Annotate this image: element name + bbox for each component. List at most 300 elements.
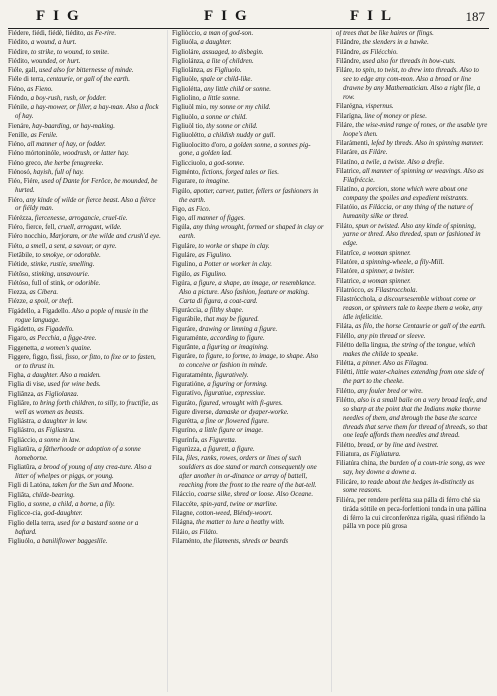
dictionary-entry bbox=[336, 369, 489, 387]
definition: a fâtherhoode or adoption of a sonne homeborne. bbox=[15, 446, 141, 462]
dictionary-entry bbox=[8, 492, 161, 501]
definition: any thing wrought, formed or shaped in clay or earth. bbox=[179, 224, 324, 241]
headword: Filatrice, bbox=[336, 277, 361, 285]
definition: a smell, a sent, a savour, or ayre. bbox=[25, 242, 117, 250]
headword: Filétto, bbox=[336, 396, 356, 404]
column-1 bbox=[8, 30, 161, 692]
definition: figuratively. bbox=[215, 371, 249, 379]
dictionary-entry bbox=[8, 58, 161, 67]
dictionary-entry bbox=[172, 427, 325, 436]
headword: Fiéro, fierce, fell, bbox=[8, 224, 57, 232]
dictionary-entry bbox=[8, 482, 161, 491]
definition: stinke, rustie, smelling. bbox=[30, 261, 95, 269]
dictionary-entry bbox=[8, 95, 161, 104]
headword: Filatóio, bbox=[336, 204, 360, 212]
headword: Figliòccio, bbox=[172, 30, 202, 37]
headword: Figurare, bbox=[172, 178, 198, 186]
definition: files, ranks, rowes, orders or lines of such souldiers as doe stand or march consequently one after another in or-dinance or array of battell, reaching from the front to the reare of the bat-tell. bbox=[179, 455, 317, 490]
dictionary-entry bbox=[336, 223, 489, 250]
running-header bbox=[8, 6, 489, 29]
page-number: 187 bbox=[465, 9, 485, 24]
definition: a sonne, a child, a borne, a fily. bbox=[27, 501, 116, 509]
definition: a figure, a shape, an image, or resemblance. Also a picture. Also fashion, feature or making. Carta di figura, a coat-card. bbox=[179, 279, 316, 305]
dictionary-entry bbox=[172, 390, 325, 399]
definition: apotter, carver, putter, fellers or fashioners in the earth. bbox=[179, 187, 319, 204]
definition: a filthy shape. bbox=[204, 306, 244, 314]
definition: as Fe-rire. bbox=[86, 30, 117, 37]
dictionary-entry bbox=[336, 323, 489, 332]
dictionary-entry bbox=[336, 397, 489, 442]
definition: a golden sonne, a sonnes pig-gone, a golden lad. bbox=[179, 141, 311, 158]
dictionary-entry bbox=[8, 400, 161, 418]
definition: a pinner. Also as Filagna. bbox=[357, 360, 429, 367]
definition: as Figulino. bbox=[198, 251, 232, 259]
definition: vispernus. bbox=[365, 103, 394, 111]
headword: Filarígna, bbox=[336, 112, 363, 120]
headword: Fiédito, bbox=[8, 39, 30, 47]
definition: any pin thread or sleeve. bbox=[357, 332, 426, 340]
definition: fictions, forged tales or lies. bbox=[201, 169, 279, 177]
headword: Filatrócco, bbox=[336, 286, 366, 294]
definition: little water-chaines extending from one side of the part to the cheeke. bbox=[343, 369, 484, 386]
dictionary-entry bbox=[336, 479, 489, 497]
headword: Figuláre, bbox=[172, 251, 197, 259]
dictionary-entry bbox=[172, 95, 325, 104]
headword: Fiédere, fiédi, fiédè, fiédito, bbox=[8, 30, 86, 37]
dictionary-entry bbox=[8, 271, 161, 280]
definition: figured, wrought with fi-gures. bbox=[198, 399, 283, 407]
dictionary-entry bbox=[8, 123, 161, 132]
headword: Fiédire, bbox=[8, 48, 30, 56]
headword: Figuráre, bbox=[172, 353, 198, 361]
dictionary-entry bbox=[8, 326, 161, 335]
headword: Figúlo, bbox=[172, 187, 192, 195]
definition: as Fico. bbox=[188, 205, 211, 213]
definition: a daughter. bbox=[200, 39, 232, 47]
headword: Filicáre, bbox=[336, 478, 359, 486]
dictionary-entry bbox=[8, 86, 161, 95]
dictionary-entry bbox=[8, 510, 161, 519]
definition: Marjoram, or the wilde and crush'd eye. bbox=[49, 233, 161, 241]
headword: Figurétta, bbox=[172, 418, 199, 426]
definition: a discoursesemble without come or reason, or spinners tale to keepe them a woke, any idle infelicitie. bbox=[343, 296, 483, 321]
dictionary-entry bbox=[172, 114, 325, 123]
headword: Figlioláre, bbox=[172, 48, 201, 56]
definition: used for wine beds. bbox=[47, 381, 101, 389]
dictionary-entry bbox=[172, 280, 325, 307]
definition: to strike, to wound, to smite. bbox=[30, 48, 110, 56]
definition: any kinde of wilde or fierce beast. Also a fiérce or fiéldy man. bbox=[15, 196, 156, 213]
dictionary-entry bbox=[8, 520, 161, 538]
definition: assuaged, to disbegin. bbox=[202, 48, 264, 56]
headword: Figlia di vise, bbox=[8, 381, 46, 389]
definition: childe-bearing. bbox=[32, 491, 75, 499]
definition: spale or child-like. bbox=[200, 76, 253, 84]
headword: Filétti, bbox=[336, 369, 355, 377]
definition: as Cibera. bbox=[29, 289, 59, 297]
dictionary-entry bbox=[172, 206, 325, 215]
definition: a lite of children. bbox=[206, 57, 254, 65]
definition: to reade about the hedges in-distinctly as some reasons. bbox=[343, 478, 474, 495]
dictionary-entry bbox=[8, 372, 161, 381]
dictionary-entry bbox=[172, 510, 325, 519]
dictionary-entry bbox=[172, 132, 325, 141]
headword: Figliâre, bbox=[8, 399, 32, 407]
headword: Figliolánza, bbox=[172, 67, 205, 75]
definition: as Fenile. bbox=[30, 131, 58, 139]
headword: Figlio, bbox=[8, 501, 27, 509]
headword: Figliuolétto, bbox=[172, 132, 206, 140]
definition: as Pecchia, a figge-tree. bbox=[29, 335, 97, 343]
dictionary-entry bbox=[336, 460, 489, 478]
headword: Filaménto, bbox=[172, 537, 202, 545]
dictionary-entry bbox=[336, 67, 489, 103]
headword: Figurúzza, bbox=[172, 446, 202, 454]
definition: line of money or plese. bbox=[364, 112, 427, 120]
headword: Figlicce-cia, bbox=[8, 510, 43, 518]
definition: to smokye, or odorable. bbox=[35, 251, 101, 259]
dictionary-entry bbox=[8, 224, 161, 233]
definition: lefed by threds. Also in spinning manner. bbox=[371, 140, 484, 147]
definition: as Figliuolo. bbox=[206, 67, 242, 75]
headword: Fiéno mórtoninóle, bbox=[8, 150, 61, 158]
headword: Filéllo, bbox=[336, 332, 356, 340]
definition: a baniliflower baggeslile. bbox=[36, 537, 108, 545]
dictionary-entry bbox=[8, 501, 161, 510]
definition: taken for the Sun and Moone. bbox=[52, 482, 134, 490]
dictionary-entry bbox=[336, 204, 489, 222]
dictionary-entry bbox=[8, 335, 161, 344]
dictionary-entry bbox=[336, 39, 489, 48]
headword: Figliástro, bbox=[8, 427, 37, 435]
headword: Filândre, bbox=[336, 48, 361, 56]
definition: fisso, or fitto, to fixe or to fasten, or to thrust in. bbox=[15, 353, 156, 370]
headword: Fiezza, bbox=[8, 289, 28, 297]
headword: Figha, bbox=[8, 372, 26, 380]
definition: Also a pople of musie in the rogue language. bbox=[15, 307, 149, 324]
headword: Filáccio, bbox=[172, 491, 196, 499]
headword: Fiéo, Fiére, bbox=[8, 178, 40, 186]
headword: Fenille, bbox=[8, 131, 29, 139]
definition: a childish nuddy or gull. bbox=[207, 132, 276, 140]
headword: Figliatûra, bbox=[8, 464, 37, 472]
definition: a figuring or forming. bbox=[207, 380, 268, 388]
dictionary-entry bbox=[172, 418, 325, 427]
headword: Figurânte, bbox=[172, 344, 201, 352]
definition: a daughter in law. bbox=[37, 418, 88, 426]
headword: Figliolánza, bbox=[172, 57, 205, 65]
dictionary-entry bbox=[172, 178, 325, 187]
dictionary-entry bbox=[172, 58, 325, 67]
definition: as Figliastra. bbox=[37, 427, 76, 435]
dictionary-entry bbox=[172, 307, 325, 316]
definition: a woman spinner. bbox=[362, 249, 411, 257]
dictionary-entry bbox=[8, 150, 161, 159]
definition: as Figuretta. bbox=[201, 436, 237, 444]
headword: Filagne, bbox=[172, 509, 195, 517]
definition: a figuring or imagining. bbox=[201, 344, 269, 352]
headword: Figlicciuolo, bbox=[172, 159, 208, 167]
dictionary-entry bbox=[8, 141, 161, 150]
definition: as Figliolanza. bbox=[37, 390, 79, 398]
headword: Figo, bbox=[172, 205, 187, 213]
headword: Filáre, bbox=[336, 67, 354, 75]
definition: as Filáccia, or any thing of the nature of humanity silke or thred. bbox=[343, 204, 473, 221]
headword: Figurataménte, bbox=[172, 371, 214, 379]
definition: spin-yard, twine or marline. bbox=[200, 500, 278, 508]
dictionary-entry bbox=[336, 360, 489, 369]
dictionary-entry bbox=[172, 160, 325, 169]
dictionary-entry bbox=[172, 169, 325, 178]
dictionary-entry bbox=[172, 39, 325, 48]
dictionary-entry bbox=[172, 123, 325, 132]
definition: of trees that be like haires or flings. bbox=[336, 30, 434, 37]
definition: a sonne in law. bbox=[39, 436, 81, 444]
definition: to worke or shape in clay. bbox=[198, 242, 270, 250]
headword: Fiéno, bbox=[8, 141, 26, 149]
headword: Filáta, bbox=[336, 323, 354, 331]
dictionary-entry bbox=[8, 446, 161, 464]
headword: Filétto della lingua, bbox=[336, 341, 390, 349]
definition: god-daughter. bbox=[43, 510, 83, 518]
headword: Figuráccia, bbox=[172, 306, 203, 314]
definition: a boy-rush, rush, or fodder. bbox=[30, 95, 107, 103]
dictionary-entry bbox=[172, 335, 325, 344]
headword: Fiéro, bbox=[8, 196, 25, 204]
dictionary-entry bbox=[172, 86, 325, 95]
dictionary-entry bbox=[172, 67, 325, 76]
headword: Filatrice, bbox=[336, 167, 361, 175]
headword: Figulino, bbox=[172, 261, 198, 269]
dictionary-entry bbox=[336, 388, 489, 397]
headword: Fiétôso, bbox=[8, 270, 31, 278]
headword: Figliolétta, bbox=[172, 85, 203, 93]
definition: a twile, a twiste. Also a drefie. bbox=[360, 158, 445, 166]
headword: Figliuòl mio, bbox=[172, 104, 208, 112]
definition: used also for threads in bow-cuts. bbox=[362, 57, 456, 65]
dictionary-entry bbox=[8, 39, 161, 48]
definition: to imagine. bbox=[198, 178, 230, 186]
definition: used of Dante for Ferôce, be mounded, be hurted. bbox=[15, 178, 158, 195]
definition: a god-sonne. bbox=[208, 159, 245, 167]
headword: Filastrócchola, bbox=[336, 296, 377, 304]
headword: Filatóre, bbox=[336, 268, 360, 276]
headword: Figliâta, bbox=[8, 491, 31, 499]
dictionary-entry bbox=[8, 197, 161, 215]
dictionary-entry bbox=[172, 316, 325, 325]
definition: as Filáto. bbox=[191, 528, 218, 536]
dictionary-entry bbox=[172, 243, 325, 252]
dictionary-entry bbox=[8, 30, 161, 39]
headword: Fietâbile, bbox=[8, 251, 34, 259]
dictionary-entry bbox=[172, 446, 325, 455]
definition: as Figulino. bbox=[193, 270, 227, 278]
definition: cotton-weed, Bléndy-woort. bbox=[196, 509, 273, 517]
dictionary-entry bbox=[8, 76, 161, 85]
headword: Figliuòl tio, bbox=[172, 122, 205, 130]
columns bbox=[8, 30, 489, 692]
headword: Figurínfa, bbox=[172, 436, 200, 444]
dictionary-entry bbox=[336, 30, 489, 39]
definition: a Potter or worker in clay. bbox=[198, 261, 272, 269]
dictionary-entry bbox=[8, 104, 161, 122]
headword: Figuráre, bbox=[172, 325, 198, 333]
headword: Filatíno, bbox=[336, 186, 360, 194]
dictionary-entry bbox=[336, 268, 489, 277]
definition: a daughter. Also a maiden. bbox=[27, 372, 101, 380]
definition: to bring forth children, to silly, to fructifie, as well as women as beasts. bbox=[15, 399, 159, 416]
definition: as Filáre. bbox=[360, 149, 388, 157]
definition: a hay-mower, or filler, a hay-man. Also a flock of hay. bbox=[15, 104, 159, 121]
definition: the burden of a coun-trie song, as wee say, hey downe a downe a. bbox=[343, 460, 485, 477]
definition: coarse silke, shred or loose. Also Oceane. bbox=[197, 491, 314, 499]
dictionary-entry bbox=[172, 491, 325, 500]
headword: Filatíno, bbox=[336, 158, 360, 166]
headword: Fiéro nocchio, bbox=[8, 233, 48, 241]
dictionary-entry bbox=[8, 308, 161, 326]
definition: used for a bastard sonne or a baftard. bbox=[15, 519, 139, 536]
dictionary-entry bbox=[172, 188, 325, 206]
definition: as Fieno. bbox=[27, 85, 53, 93]
headword: Figurábile, bbox=[172, 316, 203, 324]
definition: a porcion, stone which were about one company the spoiles and expedient mistrants. bbox=[343, 186, 469, 202]
dictionary-entry bbox=[172, 326, 325, 335]
headword: Figure diverse, bbox=[172, 408, 214, 416]
headword: Fiéno, bbox=[8, 85, 26, 93]
dictionary-entry bbox=[172, 215, 325, 224]
dictionary-entry bbox=[336, 250, 489, 259]
headword: Figúra, bbox=[172, 279, 192, 287]
dictionary-entry bbox=[8, 252, 161, 261]
headword: Fiérézza, bbox=[8, 214, 34, 222]
header-center: FIG bbox=[204, 8, 255, 24]
dictionary-entry bbox=[172, 30, 325, 39]
dictionary-entry bbox=[172, 381, 325, 390]
definition: any fouler bred or wire. bbox=[357, 387, 423, 395]
headword: Figlio della terra, bbox=[8, 519, 56, 527]
dictionary-entry bbox=[8, 427, 161, 436]
headword: Fiézze, bbox=[8, 298, 28, 306]
headword: Figliáccio, bbox=[8, 436, 38, 444]
definition: damaske or dyaper-worke. bbox=[215, 408, 289, 416]
dictionary-entry bbox=[8, 289, 161, 298]
definition: a woman spinner. bbox=[362, 277, 411, 285]
dictionary-entry bbox=[336, 168, 489, 186]
definition: the slenders in a hawke. bbox=[362, 39, 429, 47]
dictionary-entry bbox=[172, 409, 325, 418]
dictionary-entry bbox=[8, 298, 161, 307]
dictionary-entry bbox=[8, 391, 161, 400]
headword: Fiédito, bbox=[8, 57, 30, 65]
dictionary-entry bbox=[336, 58, 489, 67]
headword: Figli di Latóna, bbox=[8, 482, 51, 490]
dictionary-entry bbox=[8, 464, 161, 482]
dictionary-entry bbox=[172, 538, 325, 547]
headword: Figliânza, bbox=[8, 390, 36, 398]
headword: Filândre, bbox=[336, 39, 361, 47]
dictionary-entry bbox=[172, 261, 325, 270]
definition: a little sonne. bbox=[202, 95, 240, 103]
dictionary-entry bbox=[336, 259, 489, 268]
dictionary-entry bbox=[172, 142, 325, 160]
headword: Figliástra, bbox=[8, 418, 36, 426]
headword: Fiénile, bbox=[8, 104, 29, 112]
headword: Fila, bbox=[172, 455, 185, 463]
headword: Figuríno, bbox=[172, 427, 198, 435]
definition: as Filastrocchola. bbox=[367, 286, 418, 294]
headword: Figádetto, bbox=[8, 325, 36, 333]
definition: to figure, to forme, to image, to shape. Also to conceive or fashion in minde. bbox=[179, 353, 319, 370]
dictionary-entry bbox=[172, 49, 325, 58]
column-3 bbox=[331, 30, 489, 692]
headword: Fiéto, bbox=[8, 242, 24, 250]
headword: Filáio, bbox=[172, 528, 190, 536]
headword: Filiatúra china, bbox=[336, 460, 378, 468]
definition: the string of the tongue, which makes the childe to speake. bbox=[343, 341, 476, 358]
dictionary-entry bbox=[336, 103, 489, 112]
definition: a fine or flowered figure. bbox=[200, 418, 269, 426]
dictionary-entry bbox=[336, 342, 489, 360]
headword: Figo, bbox=[172, 215, 187, 223]
headword: Filatrîce, bbox=[336, 249, 361, 257]
dictionary-entry bbox=[8, 280, 161, 289]
dictionary-entry bbox=[8, 160, 161, 169]
definition: a spoil, or theft. bbox=[29, 298, 74, 306]
dictionary-entry bbox=[172, 529, 325, 538]
headword: Filétto, bbox=[336, 441, 356, 449]
headword: Figliatûra, bbox=[8, 446, 37, 454]
headword: Filarámenti, bbox=[336, 140, 370, 147]
dictionary-entry bbox=[8, 354, 161, 372]
headword: Fienáre, bbox=[8, 122, 31, 130]
headword: Figliuólo, bbox=[8, 537, 35, 545]
dictionary-entry bbox=[172, 353, 325, 371]
definition: also is a small baile on a very broad leafe, and so sharp at the point that the Indians make thorne needles of them, and through the base the scarce threads that serve them for thread of threeds, so that one leafe affords them needles and thread. bbox=[343, 396, 488, 440]
definition: the filaments, shreds or beards bbox=[203, 537, 289, 545]
definition: the herbe fenugreeke. bbox=[44, 159, 104, 167]
definition: a sonne or child. bbox=[200, 113, 248, 121]
dictionary-entry bbox=[172, 271, 325, 280]
definition: all manner of hay, or fodder. bbox=[27, 141, 106, 149]
headword: Fiétóso, full of stink, bbox=[8, 279, 66, 287]
headword: Filatóre, bbox=[336, 258, 360, 266]
dictionary-entry bbox=[8, 67, 161, 76]
definition: my sonne or my child. bbox=[209, 104, 271, 112]
definition: or odorible. bbox=[67, 279, 101, 287]
headword: Figliuòle, bbox=[172, 76, 199, 84]
dictionary-entry bbox=[8, 178, 161, 196]
headword: Filétta, bbox=[336, 360, 356, 367]
definition: any little child or sonne. bbox=[203, 85, 271, 93]
dictionary-entry bbox=[8, 345, 161, 354]
headword: Figuráto, bbox=[172, 399, 198, 407]
definition: the matter to lure a heathy with. bbox=[196, 519, 285, 527]
headword: Fiéle di terra, bbox=[8, 76, 45, 84]
dictionary-entry bbox=[336, 451, 489, 460]
headword: Figuratióne, bbox=[172, 380, 206, 388]
definition: according to figure. bbox=[210, 334, 265, 342]
definition: used also for bitternesse of minde. bbox=[39, 67, 134, 75]
dictionary-entry bbox=[172, 224, 325, 242]
dictionary-entry bbox=[172, 519, 325, 528]
dictionary-entry bbox=[8, 132, 161, 141]
definition: a spinning-wheele, a fily-Mill. bbox=[360, 258, 445, 266]
definition: woodrush, or latter hay. bbox=[62, 150, 129, 158]
headword: Figliolino, bbox=[172, 95, 201, 103]
dictionary-entry bbox=[172, 372, 325, 381]
definition: as Figadello. bbox=[37, 325, 74, 333]
definition: a little figure or image. bbox=[199, 427, 264, 435]
